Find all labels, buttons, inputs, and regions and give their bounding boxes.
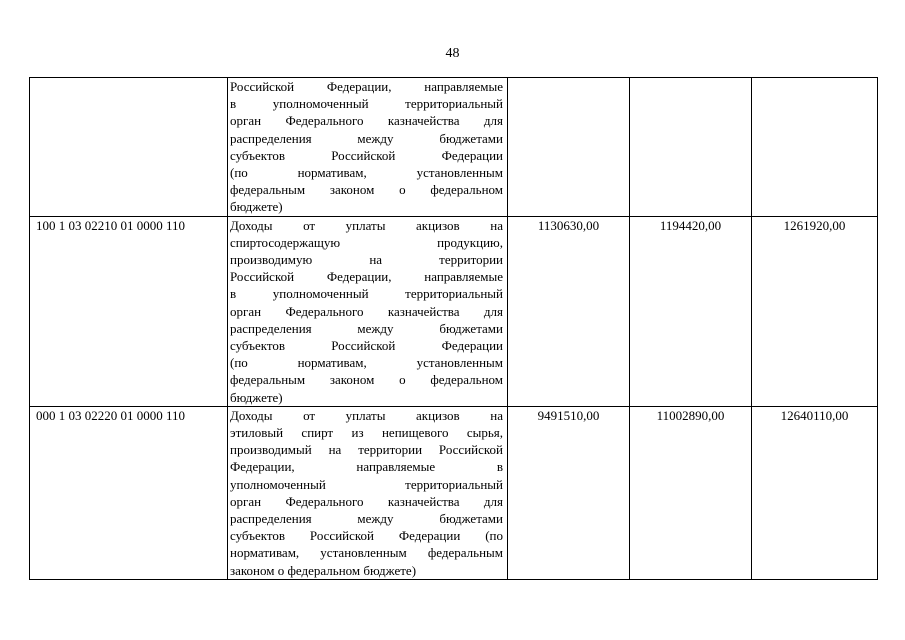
description-line: бюджете) (230, 199, 283, 215)
budget-code-cell: 100 1 03 02210 01 0000 110 (30, 216, 228, 406)
description-line: орган Федерального казначейства для (230, 303, 503, 319)
amount-year2-cell (630, 78, 752, 217)
amount-year3-cell: 1261920,00 (752, 216, 878, 406)
description-line: субъектов Российской Федерации (по (230, 528, 503, 544)
description-line: в уполномоченный территориальный (230, 286, 503, 302)
description-line: Федерации, направляемые в (230, 459, 503, 475)
description-line: законом о федеральном бюджете) (230, 562, 417, 578)
table-row (30, 216, 878, 406)
description-line: Доходы от уплаты акцизов на (230, 407, 503, 423)
description-line: этиловый спирт из непищевого сырья, (230, 425, 503, 441)
budget-code-cell (30, 78, 228, 217)
amount-year3-cell (752, 78, 878, 217)
revenue-description-cell (228, 78, 508, 217)
description-line: производимую на территории (230, 252, 503, 268)
description-line: орган Федерального казначейства для (230, 493, 503, 509)
amount-year2-cell: 11002890,00 (630, 406, 752, 579)
page-number: 48 (445, 46, 460, 61)
revenue-description-cell (228, 406, 508, 579)
table-row (30, 78, 878, 217)
description-line: распределения между бюджетами (230, 320, 503, 336)
amount-year1-cell: 1130630,00 (508, 216, 630, 406)
budget-code-cell: 000 1 03 02220 01 0000 110 (30, 406, 228, 579)
description-line: (по нормативам, установленным (230, 355, 503, 371)
amount-year1-cell: 9491510,00 (508, 406, 630, 579)
description-line: субъектов Российской Федерации (230, 147, 503, 163)
description-line: в уполномоченный территориальный (230, 96, 503, 112)
description-line: бюджете) (230, 389, 283, 405)
description-line: федеральным законом о федеральном (230, 372, 503, 388)
description-line: распределения между бюджетами (230, 511, 503, 527)
description-line: спиртосодержащую продукцию, (230, 234, 503, 250)
revenue-description-cell (228, 216, 508, 406)
description-line: (по нормативам, установленным (230, 165, 503, 181)
table-row (30, 406, 878, 579)
description-line: распределения между бюджетами (230, 130, 503, 146)
description-line: Доходы от уплаты акцизов на (230, 217, 503, 233)
description-line: субъектов Российской Федерации (230, 338, 503, 354)
amount-year2-cell: 1194420,00 (630, 216, 752, 406)
description-line: орган Федерального казначейства для (230, 113, 503, 129)
budget-table (29, 77, 878, 580)
description-line: нормативам, установленным федеральным (230, 545, 503, 561)
description-line: Российской Федерации, направляемые (230, 79, 503, 94)
description-line: уполномоченный территориальный (230, 476, 503, 492)
description-line: производимый на территории Российской (230, 442, 503, 458)
amount-year1-cell (508, 78, 630, 217)
amount-year3-cell: 12640110,00 (752, 406, 878, 579)
description-line: Российской Федерации, направляемые (230, 269, 503, 285)
description-line: федеральным законом о федеральном (230, 182, 503, 198)
